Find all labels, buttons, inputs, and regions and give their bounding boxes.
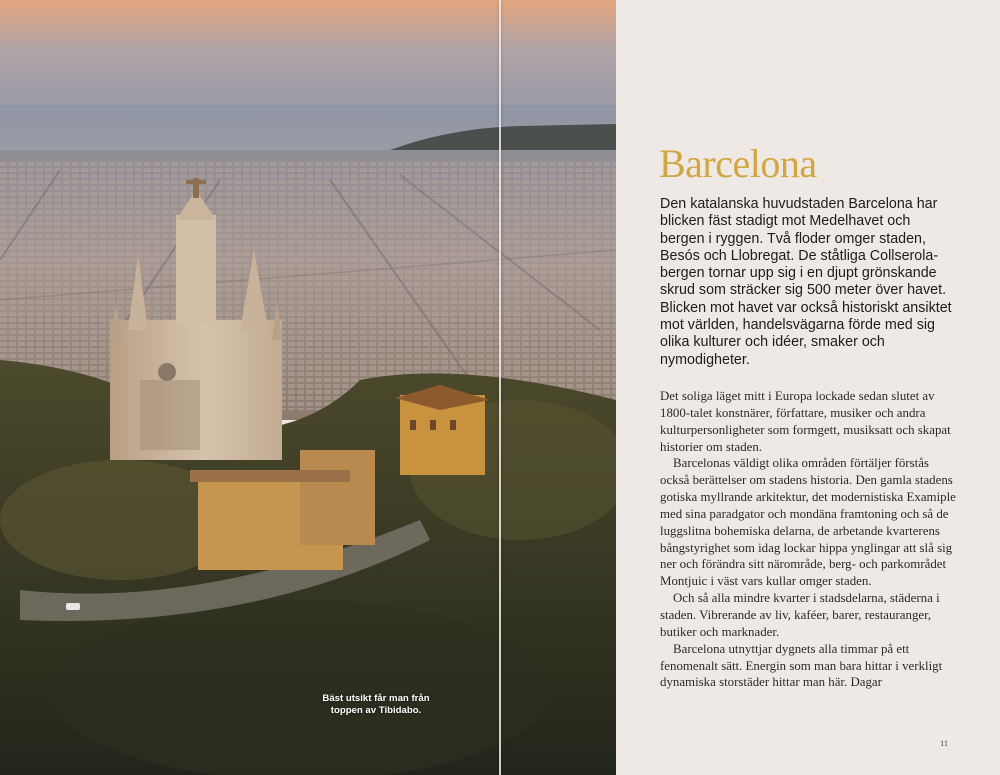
page-gutter [499, 0, 501, 775]
article-lead: Den katalanska huvudstaden Barcelona har blicken fäst stadigt mot Medelhavet och bergen i ryggen. Två floder omger staden, Besós och Llobregat. De ståtliga Collserola-bergen tornar upp sig i en djupt grönskande skrud som sträcker sig 500 meter över havet. Blicken mot havet var också historiskt ansiktet mot världen, handelsvägarna förde med sig olika kulturer och idéer, smaker och nymodigheter. [660, 196, 952, 368]
body-paragraph: Barcelona utnyttjar dygnets alla timmar på ett fenomenalt sätt. Energin som man bara hittar i verkligt dynamiska storstäder hittar man här. Dagar [660, 641, 943, 690]
page-number: 11 [940, 738, 949, 748]
body-paragraph: Och så alla mindre kvarter i stadsdelarna, städerna i staden. Vibrerande av liv, kaféer, barer, restauranger, butiker och marknader. [660, 591, 940, 639]
body-paragraph: Barcelonas väldigt olika områden förtäljer förstås också berättelser om stadens historia. Den gamla stadens gotiska myllrande arkitektur, det modernistiska Examiple med sina paradgator och mondäna framtoning och så de luggslitna bohemiska delarna, de arbetande kvarterens bångstyrighet som idag lockar hippa ynglingar att slå sig ner och förändra sitt närområde, berg- och parkområdet Montjuic i väst vars kullar omger staden. [660, 456, 956, 589]
article-body [660, 388, 960, 691]
text-page [616, 0, 1000, 775]
photo-caption: Bäst utsikt får man från toppen av Tibidabo. [322, 693, 430, 716]
article-title: Barcelona [659, 141, 817, 186]
body-paragraph: Det soliga läget mitt i Europa lockade sedan slutet av 1800-talet konstnärer, författare, musiker och andra kulturpersonligheter som formgett, musiksatt och skapat historier om staden. [660, 389, 951, 454]
